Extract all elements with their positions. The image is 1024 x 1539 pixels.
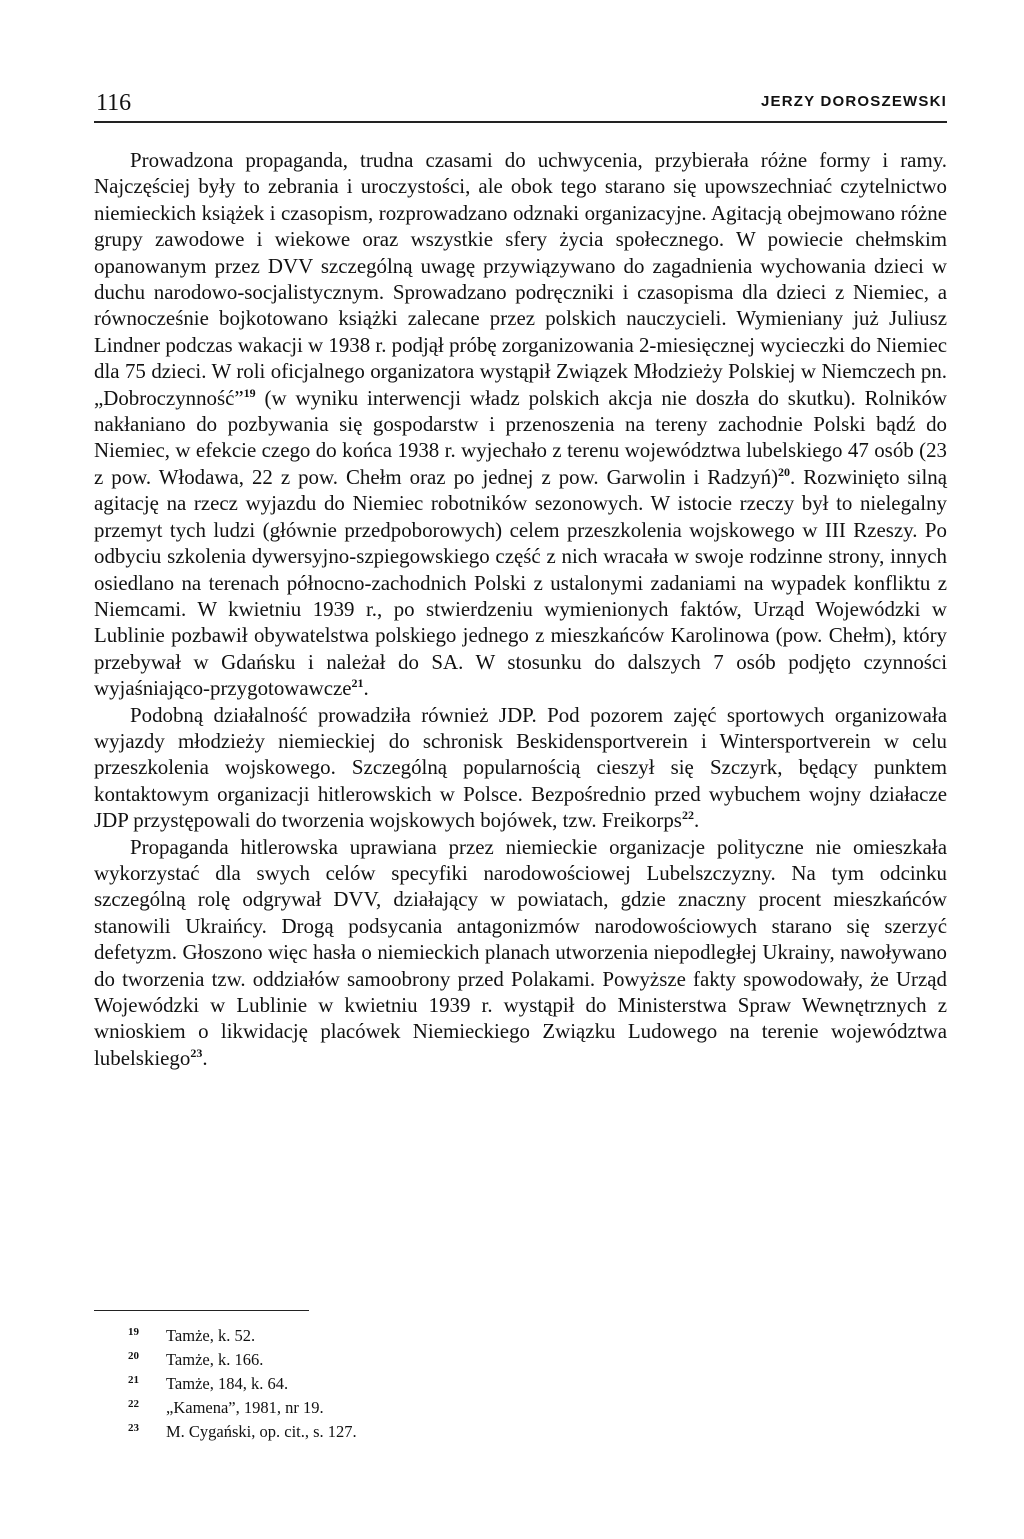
footnote-text: Tamże, k. 52. [166,1326,256,1345]
body-text [94,147,947,1071]
footnote-reference: 21 [351,676,364,691]
footnote-number: 22 [128,1398,139,1410]
page-number: 116 [96,90,132,116]
footnotes [128,1322,828,1442]
footnote-reference: 19 [243,385,256,400]
footnote-number: 20 [128,1350,139,1362]
footnote-text: M. Cygański, op. cit., s. 127. [166,1422,357,1441]
header-rule [94,121,947,123]
paragraph-text: . [202,1045,208,1070]
paragraph [94,702,947,834]
paragraph [94,834,947,1072]
footnote-reference: 23 [190,1045,203,1060]
footnote-text: Tamże, k. 166. [166,1350,264,1369]
footnote-number: 19 [128,1326,139,1338]
paragraph-text: . Rozwinięto silną agitację na rzecz wyjazdu do Niemiec robotników sezonowych. W istocie rzeczy był to nielegalny przemyt tych ludzi (głównie przedpoborowych) celem przeszkolenia wojskowego w III Rzeszy. Po odbyciu szkolenia dywersyjno-szpiegowskiego część z nich wracała w swoje rodzinne strony, innych osiedlano na terenach północno-zachodnich Polski z ustalonymi zadaniami na wypadek konfliktu z Niemcami. W kwietniu 1939 r., po stwierdzeniu wymienionych faktów, Urząd Wojewódzki w Lublinie pozbawił obywatelstwa polskiego jednego z mieszkańców Karolinowa (pow. Chełm), który przebywał w Gdańsku i należał do SA. W stosunku do dalszych 7 osób podjęto czynności wyjaśniająco-przygotowawcze [94,464,947,701]
paragraph-text: (w wyniku interwencji władz polskich akcja nie doszła do skutku). Rolników nakłaniano do pozbywania się gospodarstw i przenoszenia na tereny zachodnie Polski bądź do Niemiec, w efekcie czego do końca 1938 r. wyjechało z terenu województwa lubelskiego 47 osób (23 z pow. Włodawa, 22 z pow. Chełm oraz po jednej z pow. Garwolin i Radzyń) [94,385,947,489]
footnote [128,1322,828,1346]
paragraph-text: . [363,676,369,701]
paragraph-text: Prowadzona propaganda, trudna czasami do uchwycenia, przybierała różne formy i ramy. Najczęściej były to zebrania i uroczystości, ale obok tego starano się upowszechniać czytelnictwo niemieckich książek i czasopism, rozprowadzano odznaki organizacyjne. Agitacją obejmowano różne grupy zawodowe i wiekowe oraz wszystkie sfery życia społecznego. W powiecie chełmskim opanowanym przez DVV szczególną uwagę przywiązywano do zagadnienia wychowania dzieci w duchu narodowo-socjalistycznym. Sprowadzano podręczniki i czasopisma dla dzieci z Niemiec, a równocześnie bojkotowano książki zalecane przez polskich nauczycieli. Wymieniany już Juliusz Lindner podczas wakacji w 1938 r. podjął próbę zorganizowania 2-miesięcznej wycieczki do Niemiec dla 75 dzieci. W roli oficjalnego organizatora wystąpił Związek Młodzieży Polskiej w Niemczech pn. „Dobroczynność” [94,148,947,410]
running-head: JERZY DOROSZEWSKI [761,93,947,110]
footnote-text: „Kamena”, 1981, nr 19. [166,1398,324,1417]
footnote-reference: 20 [778,464,791,479]
footnote-text: Tamże, 184, k. 64. [166,1374,289,1393]
footnote-rule [94,1310,309,1311]
footnote-number: 21 [128,1374,139,1386]
footnote [128,1394,828,1418]
paragraph [94,147,947,702]
paragraph-text: . [693,808,700,833]
footnote [128,1370,828,1394]
paragraph-text: Propaganda hitlerowska uprawiana przez niemieckie organizacje polityczne nie omieszkała wykorzystać dla swych celów specyfiki narodowościowej Lubelszczyzny. Na tym odcinku szczególną rolę odgrywał DVV, działający w powiatach, gdzie znaczny procent mieszkańców stanowili Ukraińcy. Drogą podsycania antagonizmów narodowościowych starano się szerzyć defetyzm. Głoszono więc hasła o niemieckich planach utworzenia niepodległej Ukrainy, nawoływano do tworzenia tzw. oddziałów samoobrony przed Polakami. Powyższe fakty spowodowały, że Urząd Wojewódzki w Lublinie w kwietniu 1939 r. wystąpił do Ministerstwa Spraw Wewnętrznych z wnioskiem o likwidację placówek Niemieckiego Związku Ludowego na terenie województwa lubelskiego [94,834,947,1070]
paragraph-text: Podobną działalność prowadziła również JDP. Pod pozorem zajęć sportowych organizowała wyjazdy młodzieży niemieckiej do schronisk Beskidensportverein i Wintersportverein w celu przeszkolenia wojskowego. Szczególną popularnością cieszył się Szczyrk, będący punktem kontaktowym organizacji hitlerowskich w Polsce. Bezpośrednio przed wybuchem wojny działacze JDP przystępowali do tworzenia wojskowych bojówek, tzw. Freikorps [94,702,947,833]
page-header [94,88,947,118]
footnote [128,1346,828,1370]
footnote-reference: 22 [681,808,694,823]
footnote-number: 23 [128,1422,139,1434]
footnote [128,1418,828,1442]
